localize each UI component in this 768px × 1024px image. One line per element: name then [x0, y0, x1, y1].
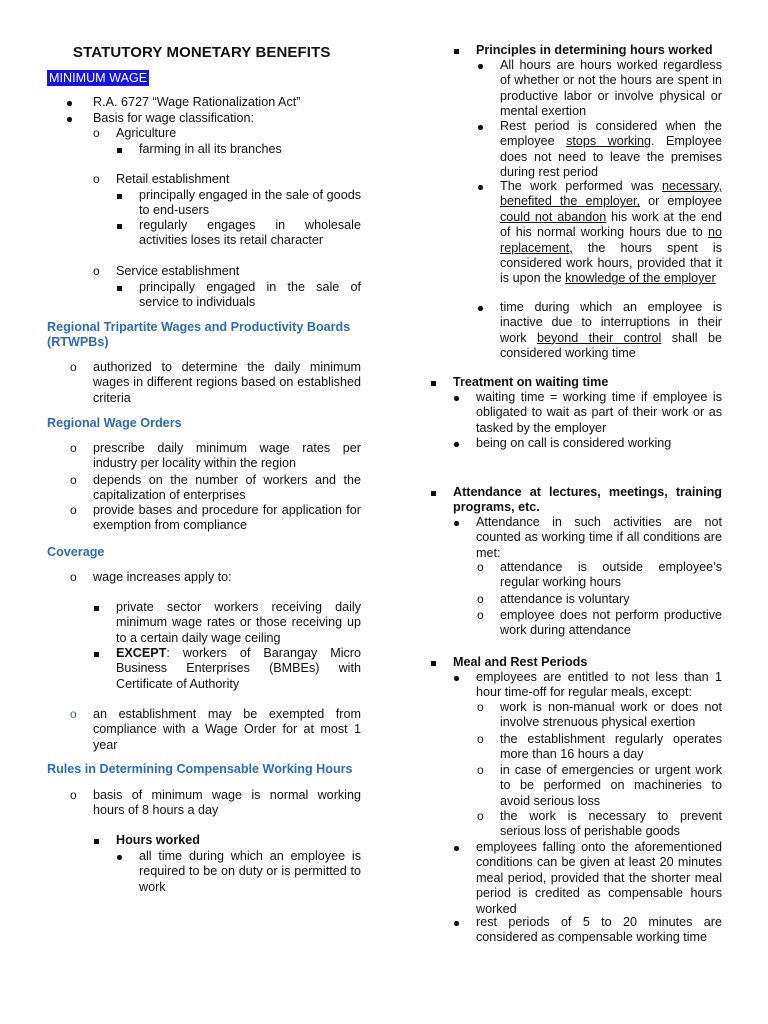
waiting-time-heading: Treatment on waiting time	[453, 375, 609, 389]
principle-3-text-a: The work performed was	[500, 179, 663, 193]
circle-bullet-icon: o	[477, 732, 484, 746]
bullet-icon	[454, 846, 459, 851]
rtwpb-item: authorized to determine the daily minimum wages in different regions based on established criteria	[93, 360, 361, 405]
circle-bullet-icon: o	[93, 264, 100, 278]
meal-exception-4: the work is necessary to prevent serious loss of perishable goods	[500, 809, 722, 839]
bullet-icon	[478, 306, 483, 311]
bullet-icon	[67, 101, 72, 106]
principle-1: All hours are hours worked regardless of whether or not the hours are spent in productive labor or involve physical or mental exertion	[500, 58, 722, 119]
attendance-condition-2: attendance is voluntary	[500, 592, 630, 606]
circle-bullet-icon: o	[477, 592, 484, 606]
principle-3-underline-1: necessary, benefited the employer,	[500, 179, 722, 209]
agriculture-item: Agriculture	[116, 126, 177, 140]
wage-orders-heading: Regional Wage Orders	[47, 416, 182, 430]
bullet-icon	[454, 442, 459, 447]
principle-4-text-end: shall be considered working time	[500, 330, 722, 361]
circle-bullet-icon: o	[70, 707, 77, 721]
except-text: : workers of Barangay Micro Business Enterprises (BMBEs) with Certificate of Authority	[116, 646, 361, 691]
except-label: EXCEPT	[116, 646, 167, 660]
meal-exception-1: work is non-manual work or does not involve strenuous physical exertion	[500, 700, 722, 730]
meal-exception-3: in case of emergencies or urgent work to be performed on machineries to avoid serious loss	[500, 763, 722, 808]
waiting-time-item-1: waiting time = working time if employee is obligated to wait as part of their work or as tasked by the employer	[476, 390, 722, 435]
principles-heading: Principles in determining hours worked	[476, 43, 713, 57]
bullet-icon	[117, 855, 122, 860]
wage-orders-item-3: provide bases and procedure for application for exemption from compliance	[93, 503, 361, 533]
principle-3-text-b: or employee	[640, 194, 722, 209]
attendance-condition-3: employee does not perform productive work during attendance	[500, 608, 722, 638]
square-bullet-icon	[117, 148, 122, 153]
wage-orders-item-2: depends on the number of workers and the capitalization of enterprises	[93, 473, 361, 503]
circle-bullet-icon: o	[70, 570, 77, 584]
waiting-time-item-2: being on call is considered working	[476, 436, 672, 450]
retail-item: Retail establishment	[116, 172, 230, 186]
circle-bullet-icon: o	[477, 700, 484, 714]
coverage-heading: Coverage	[47, 545, 105, 559]
bullet-icon	[67, 117, 72, 122]
circle-bullet-icon: o	[70, 441, 77, 455]
circle-bullet-icon: o	[93, 172, 100, 186]
coverage-except	[116, 646, 361, 692]
hours-worked-heading: Hours worked	[116, 833, 200, 847]
square-bullet-icon	[117, 224, 122, 229]
bullet-icon	[454, 676, 459, 681]
basis-item: Basis for wage classification:	[93, 111, 254, 125]
circle-bullet-icon: o	[477, 809, 484, 823]
principle-3-text-c: his work at the end of his normal working hours due to	[500, 209, 722, 240]
circle-bullet-icon: o	[70, 473, 77, 487]
service-item: Service establishment	[116, 264, 240, 278]
square-bullet-icon	[431, 491, 436, 496]
principle-2-underline: stops working	[566, 134, 652, 149]
square-bullet-icon	[94, 652, 99, 657]
page-title: STATUTORY MONETARY BENEFITS	[73, 44, 331, 61]
retail-detail-2: regularly engages in wholesale activities loses its retail character	[139, 218, 361, 248]
bullet-icon	[478, 64, 483, 69]
attendance-item: Attendance in such activities are not counted as working time if all conditions are met:	[476, 515, 722, 560]
coverage-private-sector: private sector workers receiving daily minimum wage rates or those receiving up to a certain daily wage ceiling	[116, 600, 361, 645]
bullet-icon	[478, 185, 483, 190]
bullet-icon	[478, 125, 483, 130]
square-bullet-icon	[94, 606, 99, 611]
coverage-item-1: wage increases apply to:	[93, 570, 232, 584]
bullet-icon	[454, 521, 459, 526]
principle-3-underline-4: knowledge of the employer	[565, 271, 716, 286]
meal-exception-2: the establishment regularly operates more than 16 hours a day	[500, 732, 722, 762]
principle-3-text-d: the hours spent is considered work hours, provided that it is upon the	[500, 240, 722, 286]
circle-bullet-icon: o	[477, 560, 484, 574]
meal-item-3: rest periods of 5 to 20 minutes are considered as compensable working time	[476, 915, 722, 945]
hours-worked-item: all time during which an employee is required to be on duty or is permitted to work	[139, 849, 361, 894]
principle-4-text: time during which an employee is inactive due to interruptions in their work	[500, 300, 722, 345]
square-bullet-icon	[431, 661, 436, 666]
bullet-icon	[454, 396, 459, 401]
rules-heading: Rules in Determining Compensable Working Hours	[47, 762, 353, 776]
square-bullet-icon	[117, 286, 122, 291]
bullet-icon	[454, 921, 459, 926]
principle-2-text: Rest period is considered when the employee	[500, 119, 722, 149]
coverage-item-2: an establishment may be exempted from compliance with a Wage Order for at most 1 year	[93, 707, 361, 752]
principle-3-underline-2: could not abandon	[500, 209, 607, 224]
principle-3-underline-3: no replacement,	[500, 225, 722, 255]
principle-3	[500, 179, 722, 287]
principle-4	[500, 300, 722, 362]
agriculture-detail: farming in all its branches	[139, 142, 282, 156]
square-bullet-icon	[431, 381, 436, 386]
service-detail: principally engaged in the sale of service to individuals	[139, 280, 361, 310]
principle-2-text-end: . Employee does not need to leave the premises during rest period	[500, 134, 723, 180]
ra-item: R.A. 6727 “Wage Rationalization Act”	[93, 95, 301, 109]
circle-bullet-icon: o	[70, 788, 77, 802]
square-bullet-icon	[94, 839, 99, 844]
meal-rest-heading: Meal and Rest Periods	[453, 655, 588, 669]
square-bullet-icon	[117, 194, 122, 199]
circle-bullet-icon: o	[93, 126, 100, 140]
square-bullet-icon	[454, 49, 459, 54]
circle-bullet-icon: o	[70, 360, 77, 374]
circle-bullet-icon: o	[477, 608, 484, 622]
principle-4-underline: beyond their control	[536, 330, 662, 345]
meal-item-2: employees falling onto the aforementioned conditions can be given at least 20 minutes meal period, provided that the shorter meal period is credited as compensable hours worked	[476, 840, 722, 916]
attendance-condition-1: attendance is outside employee’s regular working hours	[500, 560, 722, 590]
principle-2	[500, 119, 722, 181]
circle-bullet-icon: o	[477, 763, 484, 777]
retail-detail-1: principally engaged in the sale of goods to end-users	[139, 188, 361, 218]
rtwpb-heading: Regional Tripartite Wages and Productivity Boards (RTWPBs)	[47, 320, 351, 350]
minimum-wage-heading: MINIMUM WAGE	[49, 71, 148, 85]
wage-orders-item-1: prescribe daily minimum wage rates per industry per locality within the region	[93, 441, 361, 471]
meal-item-1: employees are entitled to not less than 1 hour time-off for regular meals, except:	[476, 670, 722, 700]
attendance-heading: Attendance at lectures, meetings, training programs, etc.	[453, 485, 722, 515]
rules-item-1: basis of minimum wage is normal working hours of 8 hours a day	[93, 788, 361, 818]
circle-bullet-icon: o	[70, 503, 77, 517]
